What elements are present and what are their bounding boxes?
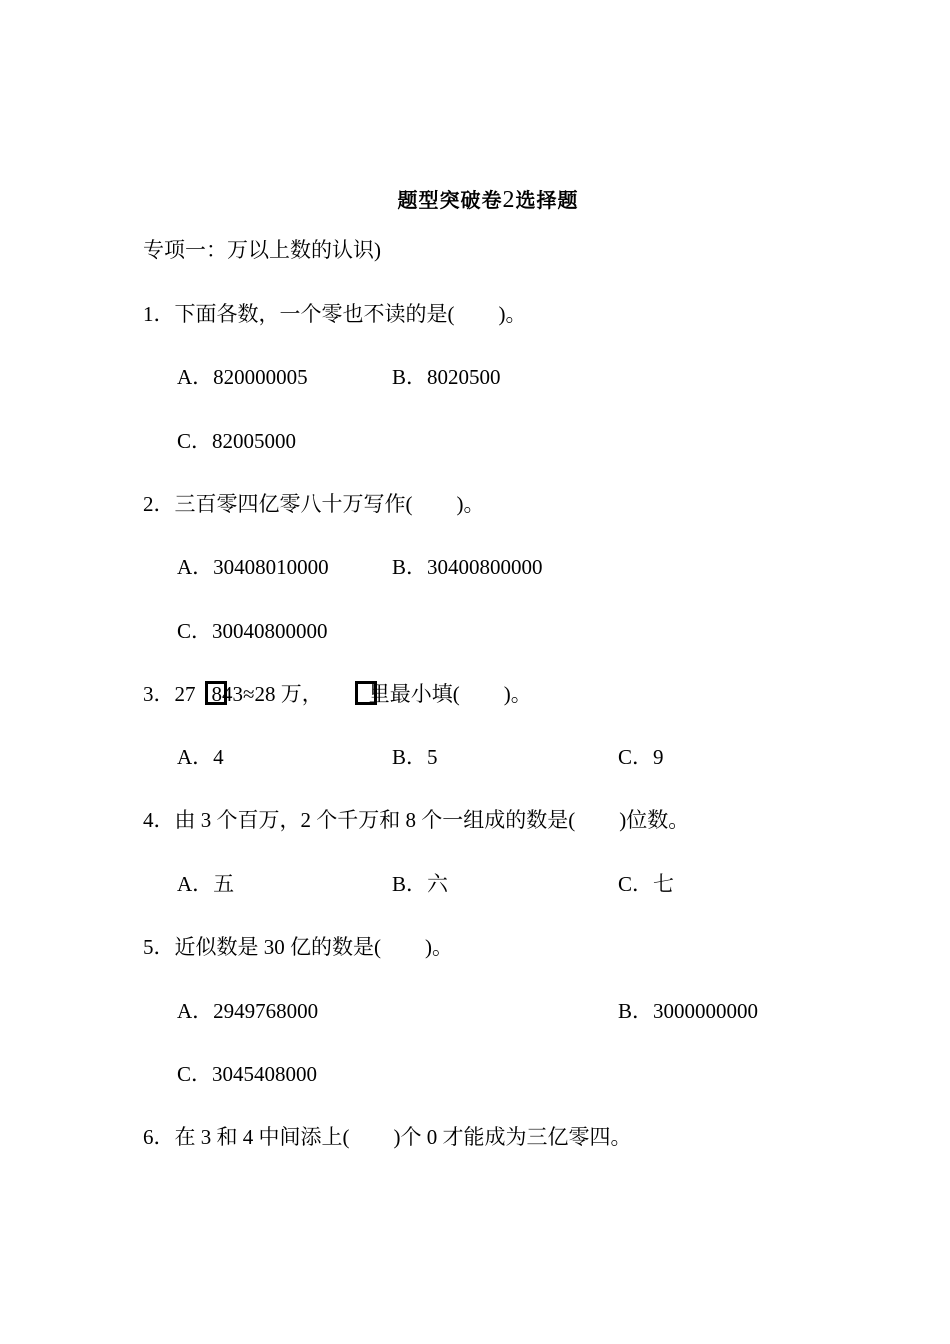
option-b: B．8020500 (392, 365, 501, 389)
option-a: A．4 (177, 745, 224, 769)
question-text-end: )。 (425, 935, 453, 959)
option-b: B．30400800000 (392, 555, 543, 579)
question-text-part3: 里最小填( (368, 682, 460, 706)
question-number: 6． (143, 1125, 175, 1149)
question-text-part2: 843≈28 万， (211, 682, 323, 706)
question-text: 在 3 和 4 中间添上( (174, 1125, 350, 1149)
option-c: C．七 (618, 872, 675, 896)
question-4 (143, 806, 689, 834)
option-c: C．9 (618, 745, 664, 769)
section-heading: 专项一：万以上数的认识) (143, 238, 381, 262)
question-number: 5． (143, 935, 175, 959)
question-3 (143, 680, 532, 708)
question-number: 1． (143, 302, 175, 326)
title-suffix: 选择题 (515, 190, 579, 212)
option-a: A．2949768000 (177, 999, 319, 1023)
question-text-end: )个 0 才能成为三亿零四。 (393, 1125, 632, 1149)
title-number: 2 (502, 187, 516, 213)
option-a: A．820000005 (177, 365, 308, 389)
question-6 (143, 1123, 632, 1151)
question-text: 由 3 个百万，2 个千万和 8 个一组成的数是( (174, 808, 576, 832)
page-title (0, 186, 950, 215)
question-text-end: )位数。 (619, 808, 690, 832)
option-c: C．3045408000 (177, 1062, 318, 1086)
question-text-end: )。 (498, 302, 527, 326)
question-text-part1: 27 (174, 682, 196, 706)
option-c: C．82005000 (177, 429, 297, 453)
option-a: A．五 (177, 872, 235, 896)
option-b: B．六 (392, 872, 449, 896)
digit-box-reference (355, 681, 377, 705)
question-text-end: )。 (456, 492, 485, 516)
question-text: 下面各数，一个零也不读的是( (174, 302, 455, 326)
question-2 (143, 490, 485, 518)
question-text-end: )。 (503, 682, 532, 706)
question-1 (143, 300, 527, 328)
question-text: 近似数是 30 亿的数是( (174, 935, 381, 959)
question-5 (143, 933, 453, 961)
option-b: B．3000000000 (618, 999, 759, 1023)
option-b: B．5 (392, 745, 438, 769)
question-number: 3． (143, 682, 175, 706)
digit-box (205, 681, 227, 705)
title-prefix: 题型突破卷 (397, 190, 503, 212)
question-number: 4． (143, 808, 175, 832)
question-number: 2． (143, 492, 175, 516)
question-text: 三百零四亿零八十万写作( (174, 492, 413, 516)
option-a: A．30408010000 (177, 555, 329, 579)
option-c: C．30040800000 (177, 619, 328, 643)
